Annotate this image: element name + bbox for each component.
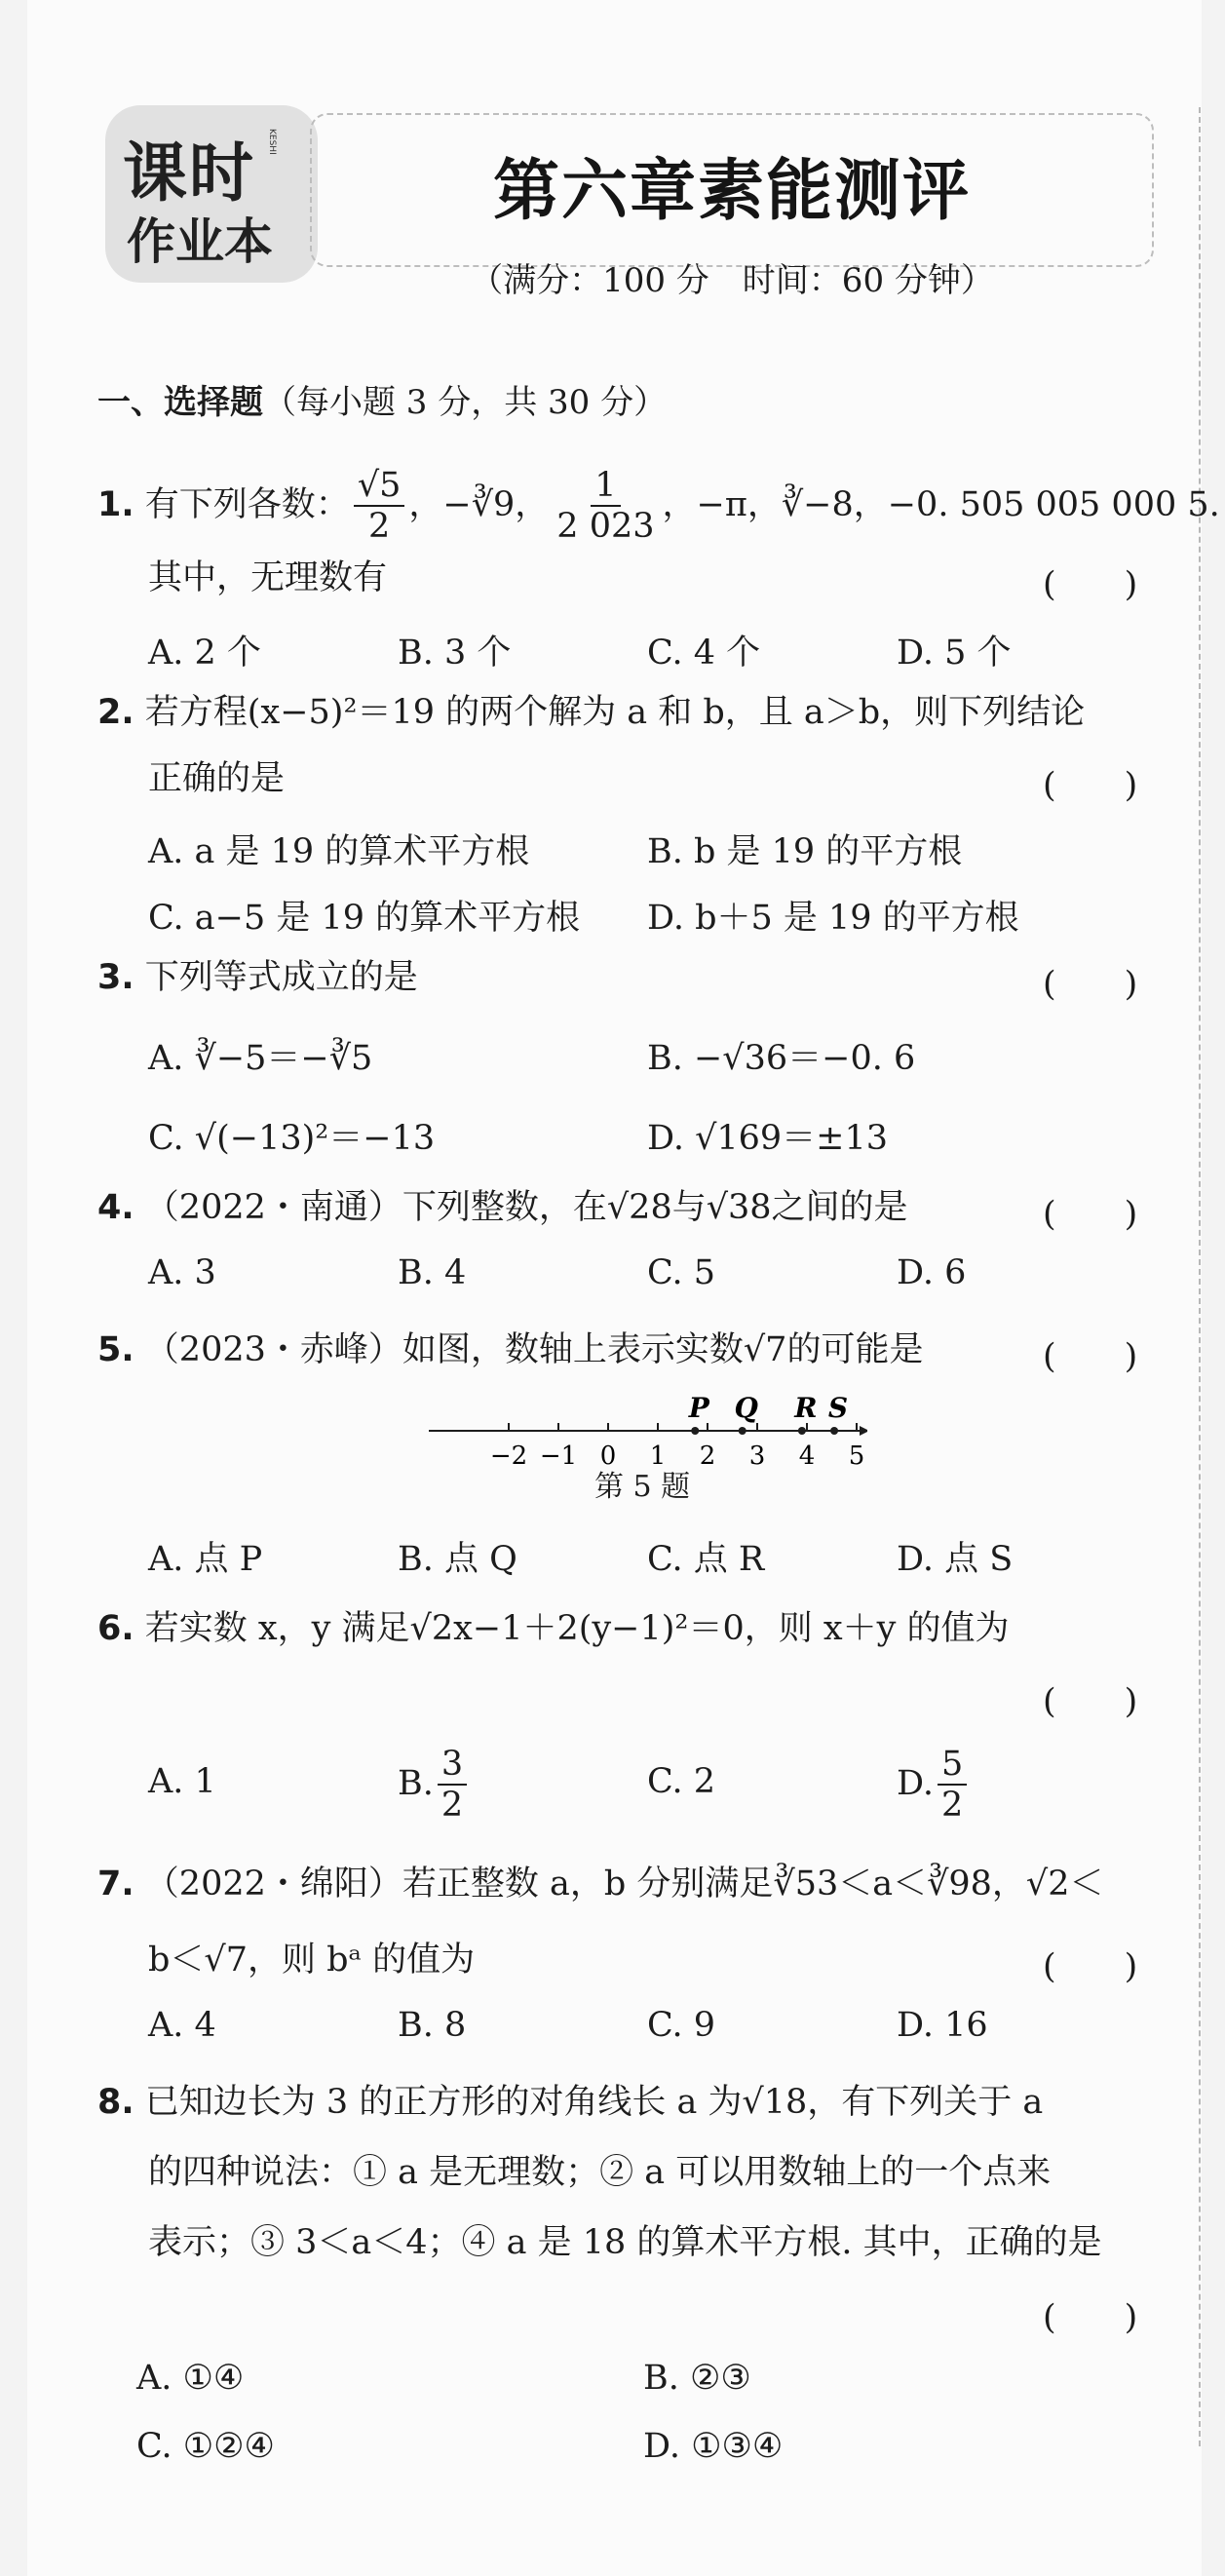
question-7-line-2: b＜√7，则 bᵃ 的值为 xyxy=(148,1941,476,1980)
question-8-number: 8. xyxy=(97,2083,134,2122)
logo-bottom-text: 作业本 xyxy=(127,213,273,270)
q6-answer-blank[interactable]: ( ) xyxy=(1043,1682,1138,1721)
q6-option-d[interactable] xyxy=(897,1745,971,1826)
question-8-line-2: 的四种说法：① a 是无理数；② a 可以用数轴上的一个点来 xyxy=(148,2153,1052,2192)
q3-option-b[interactable]: B. −√36＝−0. 6 xyxy=(647,1039,916,1078)
axis-point-label: S xyxy=(827,1392,849,1424)
q8-answer-blank[interactable]: ( ) xyxy=(1043,2298,1138,2337)
logo-small-text: KESHI xyxy=(267,129,277,155)
axis-tick-label: 0 xyxy=(599,1442,617,1471)
number-line-arrow-icon xyxy=(860,1426,867,1436)
question-1-line-1 xyxy=(97,466,1220,547)
q2-line-1-text: 若方程(x−5)²＝19 的两个解为 a 和 b，且 a＞b，则下列结论 xyxy=(144,693,1086,732)
q6-option-a[interactable]: A. 1 xyxy=(148,1762,216,1801)
q2-option-c[interactable]: C. a−5 是 19 的算术平方根 xyxy=(148,899,581,938)
axis-point-label: Q xyxy=(734,1392,758,1424)
question-8-line-3: 表示；③ 3＜a＜4；④ a 是 18 的算术平方根. 其中，正确的是 xyxy=(148,2223,1102,2262)
q1-prefix: 有下列各数： xyxy=(144,484,350,524)
section-note: （每小题 3 分，共 30 分） xyxy=(263,383,668,422)
q6-option-d-fraction xyxy=(938,1745,967,1826)
question-7-number: 7. xyxy=(97,1865,134,1903)
q5-option-a[interactable]: A. 点 P xyxy=(148,1540,263,1579)
q6-option-b-label: B. xyxy=(398,1763,434,1803)
q1-answer-blank[interactable]: ( ) xyxy=(1043,565,1138,604)
axis-tick-label: −2 xyxy=(489,1442,528,1471)
q8-line-1-text: 已知边长为 3 的正方形的对角线长 a 为√18，有下列关于 a xyxy=(144,2083,1044,2122)
q3-option-a[interactable]: A. ∛−5＝−∛5 xyxy=(148,1039,373,1078)
q8-option-c[interactable]: C. ①②④ xyxy=(136,2427,275,2466)
q2-option-b[interactable]: B. b 是 19 的平方根 xyxy=(647,832,963,871)
q3-option-d[interactable]: D. √169＝±13 xyxy=(647,1119,889,1158)
q5-option-b[interactable]: B. 点 Q xyxy=(398,1540,517,1579)
question-2-number: 2. xyxy=(97,693,134,732)
q1-segment-2: ，−∛9， xyxy=(408,484,550,524)
q6-option-b-denominator: 2 xyxy=(440,1786,464,1826)
q3-option-c[interactable]: C. √(−13)²＝−13 xyxy=(148,1119,436,1158)
question-6-number: 6. xyxy=(97,1609,134,1648)
q1-fraction-1-numerator: √5 xyxy=(354,466,405,507)
q4-option-b[interactable]: B. 4 xyxy=(398,1253,467,1292)
q7-option-a[interactable]: A. 4 xyxy=(148,2006,216,2045)
q6-option-b[interactable] xyxy=(398,1745,471,1826)
question-5-number: 5. xyxy=(97,1330,134,1369)
q5-option-d[interactable]: D. 点 S xyxy=(897,1540,1014,1579)
q6-option-d-denominator: 2 xyxy=(940,1786,964,1826)
axis-tick-label: −1 xyxy=(539,1442,578,1471)
q7-option-d[interactable]: D. 16 xyxy=(897,2006,988,2045)
axis-tick-label: 5 xyxy=(848,1442,865,1471)
q4-answer-blank[interactable]: ( ) xyxy=(1043,1195,1138,1234)
q4-option-d[interactable]: D. 6 xyxy=(897,1253,967,1292)
q8-option-b[interactable]: B. ②③ xyxy=(643,2359,751,2398)
figure-caption: 第 5 题 xyxy=(594,1470,691,1504)
q5-answer-blank[interactable]: ( ) xyxy=(1043,1337,1138,1376)
q7-option-c[interactable]: C. 9 xyxy=(647,2006,716,2045)
q6-option-b-fraction xyxy=(438,1745,467,1826)
axis-point xyxy=(830,1427,838,1435)
axis-point xyxy=(739,1427,746,1435)
question-6-line-1 xyxy=(97,1608,1009,1649)
q3-answer-blank[interactable]: ( ) xyxy=(1043,965,1138,1004)
q1-fraction-2 xyxy=(553,466,658,547)
q6-option-b-numerator: 3 xyxy=(438,1745,467,1786)
question-5-line-1 xyxy=(97,1329,923,1370)
q1-segment-3: ，−π，∛−8，−0. 505 005 000 5. xyxy=(662,484,1220,524)
question-3-number: 3. xyxy=(97,958,134,997)
q7-answer-blank[interactable]: ( ) xyxy=(1043,1947,1138,1986)
q6-line-1-text: 若实数 x，y 满足√2x−1＋2(y−1)²＝0，则 x＋y 的值为 xyxy=(144,1609,1010,1648)
q2-option-a[interactable]: A. a 是 19 的算术平方根 xyxy=(148,832,530,871)
q8-option-d[interactable]: D. ①③④ xyxy=(643,2427,784,2466)
axis-point-label: R xyxy=(794,1392,818,1424)
section-label: 一、选择题 xyxy=(97,383,263,422)
q1-option-a[interactable]: A. 2 个 xyxy=(148,634,261,673)
question-2-line-2: 正确的是 xyxy=(148,759,286,798)
axis-tick-label: 4 xyxy=(798,1442,816,1471)
q1-fraction-2-denominator: 2 023 xyxy=(556,507,655,547)
axis-point xyxy=(798,1427,806,1435)
q5-line-1-text: （2023・赤峰）如图，数轴上表示实数√7的可能是 xyxy=(144,1330,924,1369)
q1-fraction-1 xyxy=(354,466,405,547)
question-4-line-1 xyxy=(97,1187,908,1228)
q1-fraction-2-numerator: 1 xyxy=(591,466,620,507)
question-4-number: 4. xyxy=(97,1188,134,1227)
question-3-line-1 xyxy=(97,957,418,998)
q1-option-c[interactable]: C. 4 个 xyxy=(647,634,761,673)
q2-option-d[interactable]: D. b＋5 是 19 的平方根 xyxy=(647,899,1019,938)
q3-line-1-text: 下列等式成立的是 xyxy=(144,958,418,997)
question-7-line-1 xyxy=(97,1864,1104,1904)
q4-line-1-text: （2022・南通）下列整数，在√28与√38之间的是 xyxy=(144,1188,908,1227)
binding-line xyxy=(1199,107,1201,2446)
q2-answer-blank[interactable]: ( ) xyxy=(1043,766,1138,805)
q1-fraction-1-denominator: 2 xyxy=(367,507,391,547)
axis-tick-label: 1 xyxy=(649,1442,667,1471)
q7-option-b[interactable]: B. 8 xyxy=(398,2006,467,2045)
axis-point xyxy=(691,1427,699,1435)
question-1-number: 1. xyxy=(97,484,134,524)
q1-option-d[interactable]: D. 5 个 xyxy=(897,634,1012,673)
page-title: 第六章素能测评 xyxy=(492,153,971,230)
q6-option-c[interactable]: C. 2 xyxy=(647,1762,716,1801)
section-heading xyxy=(97,375,667,423)
axis-tick-label: 3 xyxy=(748,1442,766,1471)
q6-option-d-numerator: 5 xyxy=(938,1745,967,1786)
logo-top-text: 课时 xyxy=(123,135,255,211)
q4-option-c[interactable]: C. 5 xyxy=(647,1253,716,1292)
q1-option-b[interactable]: B. 3 个 xyxy=(398,634,512,673)
question-2-line-1 xyxy=(97,692,1085,733)
q6-option-d-label: D. xyxy=(897,1763,934,1803)
q7-line-1-text: （2022・绵阳）若正整数 a，b 分别满足∛53＜a＜∛98，√2＜ xyxy=(144,1865,1104,1903)
page-subtitle: （满分：100 分 时间：60 分钟） xyxy=(470,261,994,300)
q4-option-a[interactable]: A. 3 xyxy=(148,1253,216,1292)
axis-tick-label: 2 xyxy=(699,1442,716,1471)
axis-point-label: P xyxy=(688,1392,709,1424)
question-1-line-2: 其中，无理数有 xyxy=(148,558,388,597)
question-8-line-1 xyxy=(97,2082,1043,2123)
q5-option-c[interactable]: C. 点 R xyxy=(647,1540,765,1579)
q8-option-a[interactable]: A. ①④ xyxy=(136,2359,245,2398)
